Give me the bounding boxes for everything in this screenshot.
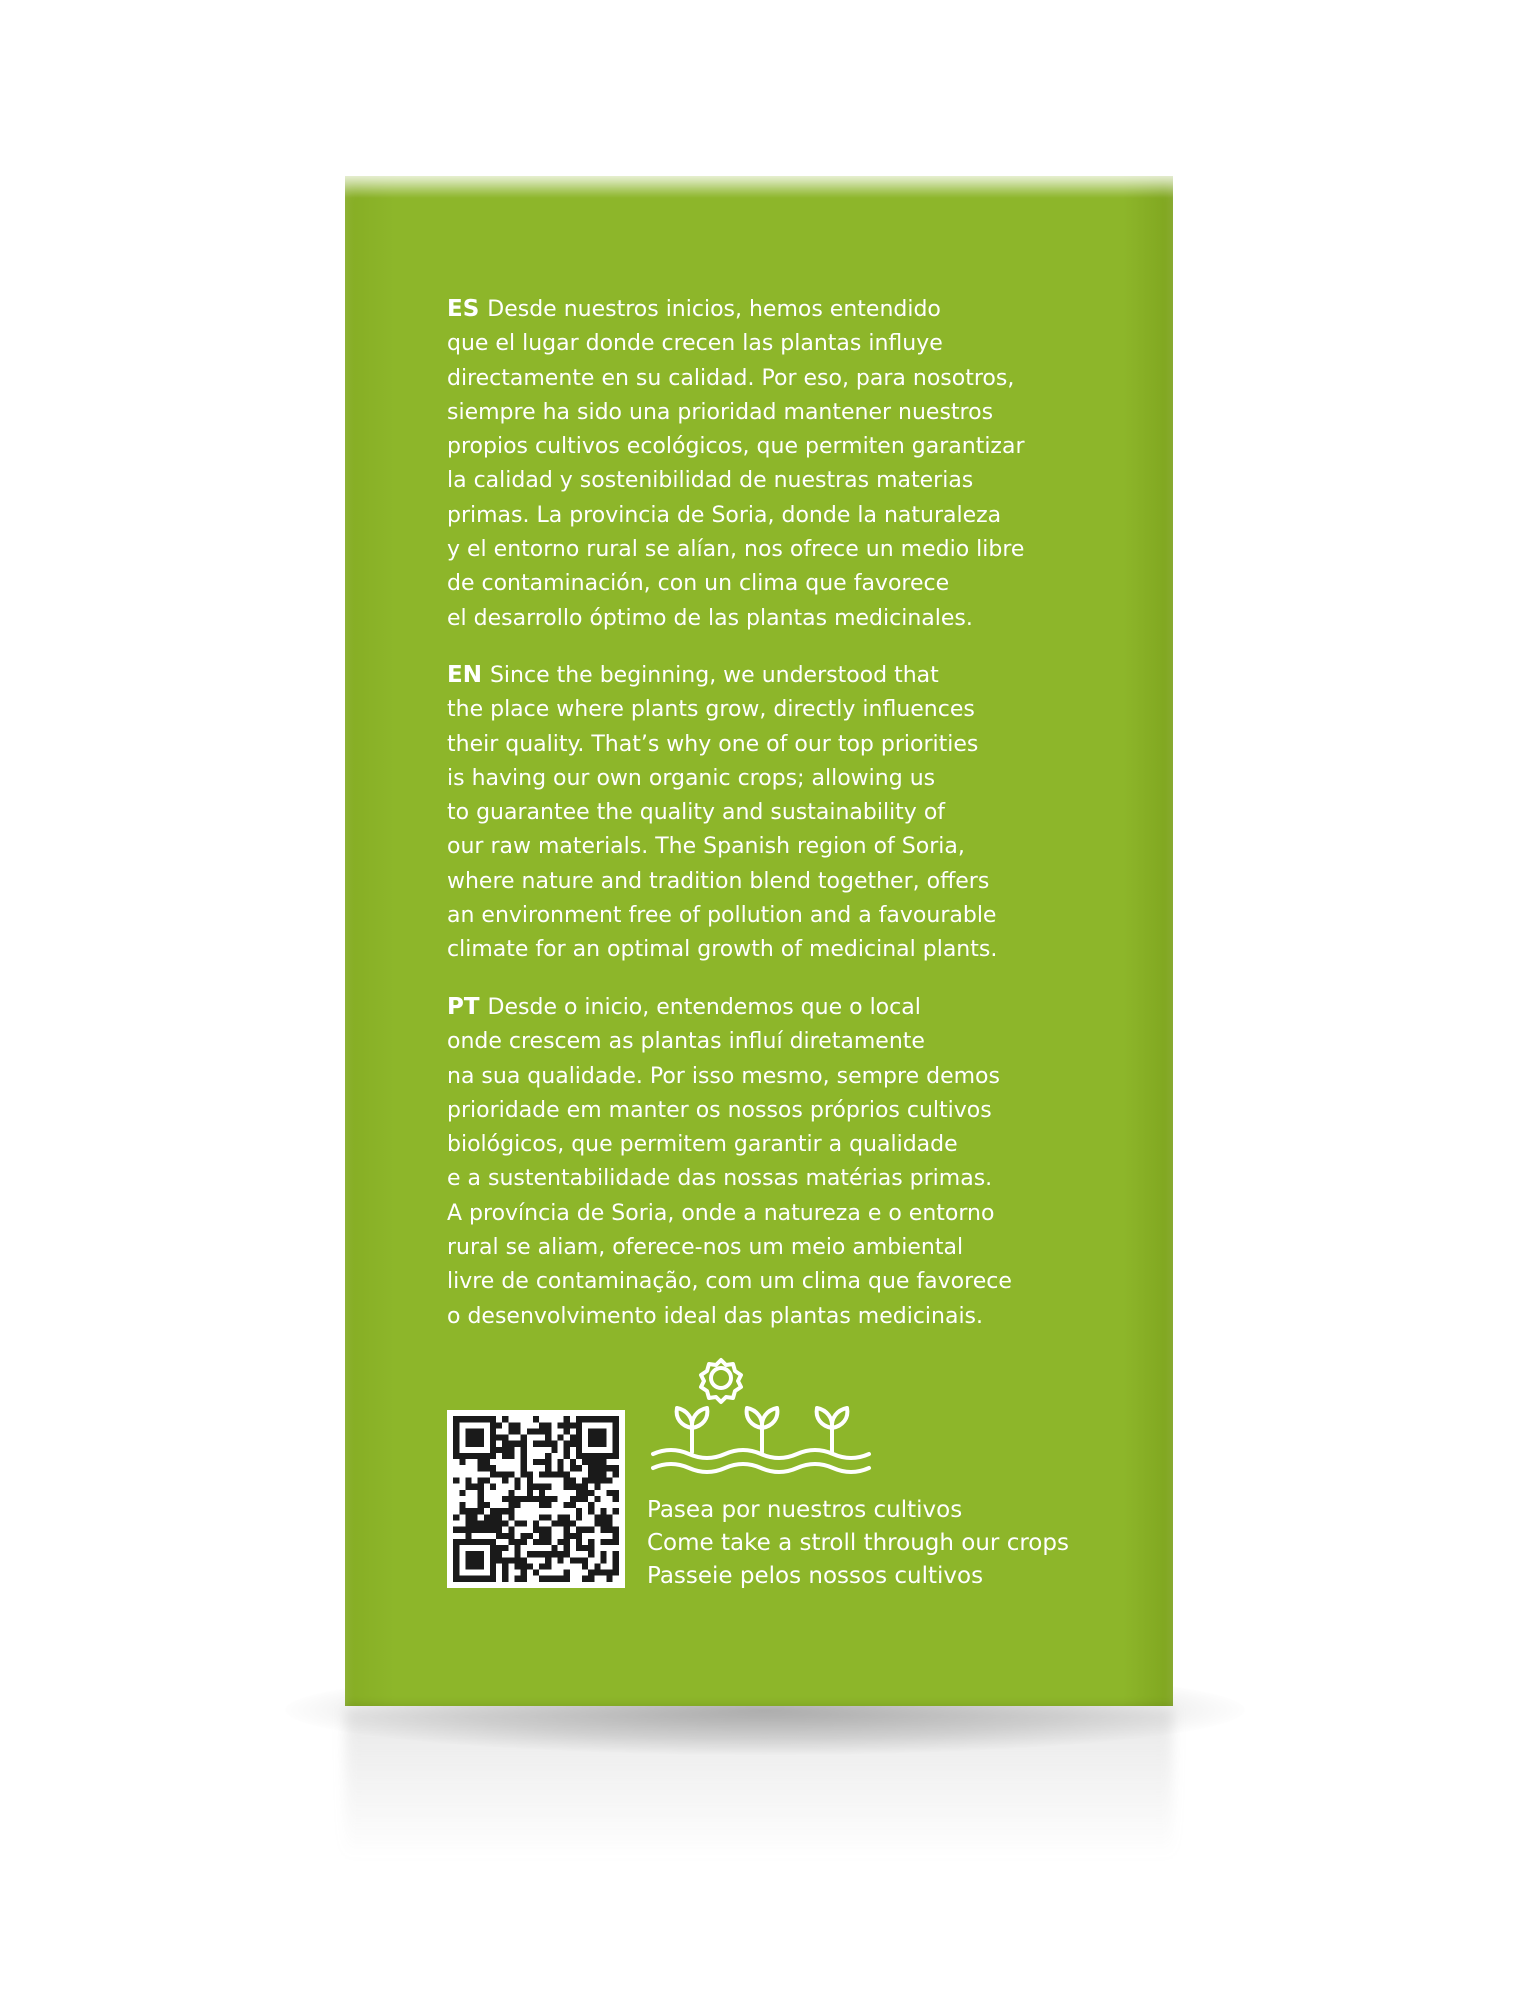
plant-icon [747, 1408, 778, 1452]
es-line: que el lugar donde crecen las plantas influye [447, 331, 943, 357]
product-box-back [345, 176, 1173, 1706]
pt-line: biológicos, que permitem garantir a qualidade [447, 1132, 958, 1158]
es-line: la calidad y sostenibilidad de nuestras materias [447, 468, 974, 494]
plant-icon [677, 1408, 708, 1452]
lang-code-en: EN [447, 662, 482, 688]
sun-icon [701, 1360, 741, 1402]
es-line: directamente en su calidad. Por eso, para nosotros, [447, 365, 1015, 391]
en-line: where nature and tradition blend together, offers [447, 868, 990, 894]
cta-line-en: Come take a stroll through our crops [647, 1530, 1069, 1556]
pt-line: onde crescem as plantas influí diretamente [447, 1029, 925, 1055]
es-line: siempre ha sido una prioridad mantener nuestros [447, 399, 994, 425]
cta-line-es: Pasea por nuestros cultivos [647, 1497, 963, 1523]
crops-call-to-action [647, 1494, 1069, 1593]
pt-line: rural se aliam, oferece-nos um meio ambiental [447, 1235, 964, 1261]
es-line: de contaminación, con un clima que favorece [447, 571, 950, 597]
pt-line: A província de Soria, onde a natureza e o entorno [447, 1200, 995, 1226]
pt-line: e a sustentabilidade das nossas matérias primas. [447, 1166, 993, 1192]
es-line: primas. La provincia de Soria, donde la naturaleza [447, 502, 1002, 528]
en-line: is having our own organic crops; allowing us [447, 765, 936, 791]
pt-line: prioridade em manter os nossos próprios cultivos [447, 1097, 992, 1123]
es-line: el desarrollo óptimo de las plantas medicinales. [447, 605, 973, 631]
plant-icon [817, 1408, 848, 1452]
sun-crops-icon [647, 1356, 877, 1480]
pt-line: o desenvolvimento ideal das plantas medicinais. [447, 1303, 984, 1329]
text-block-en [447, 658, 1107, 968]
es-line: Desde nuestros inicios, hemos entendido [487, 297, 941, 322]
en-line: their quality. That’s why one of our top priorities [447, 731, 979, 757]
en-line: to guarantee the quality and sustainability of [447, 800, 946, 826]
text-block-es [447, 292, 1107, 636]
lang-code-pt: PT [447, 994, 480, 1020]
text-block-pt [447, 990, 1107, 1334]
en-line: an environment free of pollution and a favourable [447, 903, 997, 929]
cta-line-pt: Passeie pelos nossos cultivos [647, 1563, 984, 1589]
es-line: y el entorno rural se alían, nos ofrece un medio libre [447, 537, 1025, 563]
pt-line: na sua qualidade. Por isso mesmo, sempre demos [447, 1063, 1000, 1089]
pt-line: livre de contaminação, com um clima que favorece [447, 1269, 1012, 1295]
pt-line: Desde o inicio, entendemos que o local [487, 995, 921, 1020]
qr-code-icon[interactable] [447, 1410, 625, 1588]
soil-waves-icon [653, 1450, 869, 1472]
en-line: our raw materials. The Spanish region of Soria, [447, 834, 965, 860]
lang-code-es: ES [447, 296, 480, 322]
en-line: the place where plants grow, directly influences [447, 697, 975, 723]
en-line: climate for an optimal growth of medicinal plants. [447, 937, 998, 963]
en-line: Since the beginning, we understood that [489, 663, 939, 688]
es-line: propios cultivos ecológicos, que permiten garantizar [447, 434, 1025, 460]
